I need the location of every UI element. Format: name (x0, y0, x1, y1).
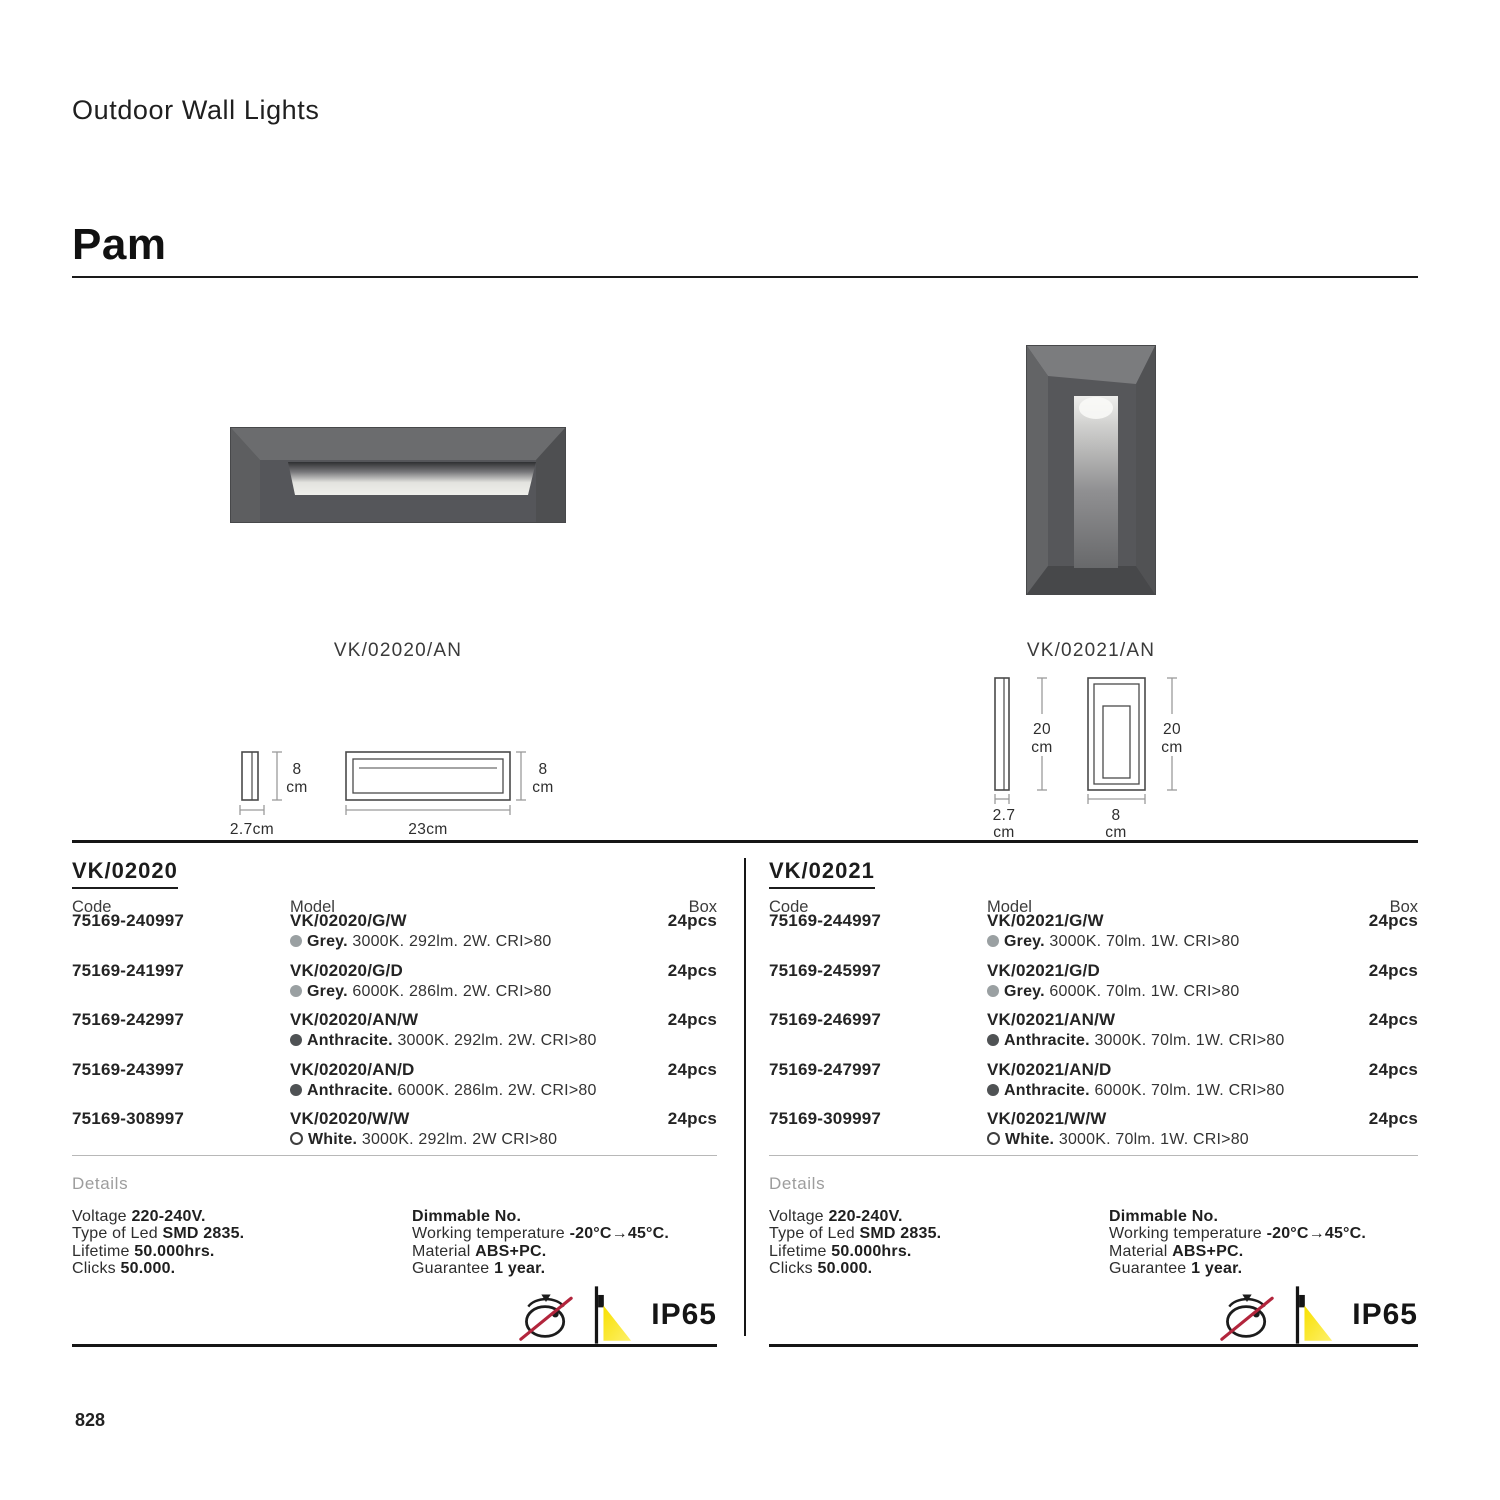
spec-text: 3000K. 292lm. 2W CRI>80 (361, 1131, 558, 1148)
spec-text: 6000K. 70lm. 1W. CRI>80 (1094, 1082, 1285, 1099)
model-name: VK/02021/AN/W (987, 1010, 1116, 1029)
finish-name: Anthracite. (307, 1082, 393, 1099)
page-number: 828 (75, 1410, 106, 1430)
detail-line: Voltage 220-240V. (769, 1208, 903, 1225)
detail-line: Type of Led SMD 2835. (72, 1225, 245, 1243)
finish-color-dot (987, 935, 999, 947)
detail-line: Dimmable No. (1109, 1208, 1219, 1225)
finish-name: White. (308, 1131, 358, 1148)
finish-name: Anthracite. (1004, 1032, 1090, 1049)
finish-name: Grey. (1004, 933, 1045, 950)
finish-color-dot (290, 935, 302, 947)
model-name: VK/02020/AN/W (290, 1010, 419, 1029)
spec-text: 6000K. 70lm. 1W. CRI>80 (1049, 983, 1240, 1000)
detail-line: Working temperature -20°C→45°C. (412, 1225, 670, 1243)
certification-icons (517, 1286, 717, 1344)
details-label: Details (769, 1174, 826, 1193)
column-header-code: Code (769, 898, 809, 916)
dim-front-width-unit: cm (1105, 824, 1127, 840)
box-quantity: 24pcs (1368, 1109, 1418, 1128)
finish-color-dot (987, 985, 999, 997)
model-name: VK/02021/G/W (987, 911, 1104, 930)
finish-color-dot (987, 1034, 999, 1046)
finish-name: Grey. (307, 983, 348, 1000)
dimension-diagram-vk02020 (225, 748, 595, 840)
details-column-left (769, 1208, 941, 1278)
box-quantity: 24pcs (1368, 1010, 1418, 1029)
dim-profile-width-unit: cm (993, 824, 1015, 840)
finish-name: Grey. (1004, 983, 1045, 1000)
title-divider (72, 276, 1418, 278)
certification-icons (1218, 1286, 1418, 1344)
dim-profile-height-unit: cm (1031, 739, 1053, 756)
panel-bottom-rule (769, 1344, 1418, 1347)
detail-line: Lifetime 50.000hrs. (769, 1242, 912, 1260)
dim-front-width: 23cm (408, 821, 448, 838)
dim-profile-width-value: 2.7 (992, 807, 1016, 824)
column-header-model: Model (987, 898, 1032, 916)
ip-rating: IP65 (651, 1298, 717, 1331)
dim-profile-height-value: 8 (292, 761, 302, 778)
dim-front-height-unit: cm (532, 779, 554, 796)
finish-name: White. (1005, 1131, 1055, 1148)
finish-color-dot (290, 1034, 302, 1046)
page-title: Pam (72, 220, 167, 269)
model-name: VK/02020/G/D (290, 961, 403, 980)
dim-front-height-value: 20 (1162, 721, 1182, 738)
spec-text: 6000K. 286lm. 2W. CRI>80 (352, 983, 552, 1000)
dim-profile-height-value: 20 (1032, 721, 1052, 738)
spec-text: 3000K. 292lm. 2W. CRI>80 (397, 1032, 597, 1049)
dim-front-width-value: 8 (1111, 807, 1121, 824)
column-header-box: Box (1389, 898, 1418, 916)
detail-line: Material ABS+PC. (412, 1242, 547, 1260)
box-quantity: 24pcs (1368, 961, 1418, 980)
box-quantity: 24pcs (667, 911, 717, 930)
details-column-right (1109, 1208, 1366, 1278)
panel-bottom-rule (72, 1344, 717, 1347)
product-code: 75169-242997 (72, 1010, 185, 1029)
details-divider (769, 1155, 1418, 1156)
finish-name: Anthracite. (307, 1032, 393, 1049)
spec-text: 3000K. 70lm. 1W. CRI>80 (1049, 933, 1240, 950)
product-image-caption: VK/02021/AN (1026, 640, 1156, 661)
finish-color-dot (290, 985, 302, 997)
box-quantity: 24pcs (667, 1060, 717, 1079)
detail-line: Guarantee 1 year. (1109, 1260, 1243, 1278)
details-label: Details (72, 1174, 129, 1193)
product-panel-vk02021 (769, 856, 1418, 1352)
product-panel-vk02020 (72, 856, 717, 1352)
product-code: 75169-240997 (72, 911, 185, 930)
spec-text: 3000K. 70lm. 1W. CRI>80 (1094, 1032, 1285, 1049)
details-column-right (412, 1208, 669, 1278)
product-code: 75169-244997 (769, 911, 882, 930)
finish-name: Grey. (307, 933, 348, 950)
category-title: Outdoor Wall Lights (72, 95, 320, 125)
product-image-caption: VK/02020/AN (333, 640, 463, 661)
product-code: 75169-247997 (769, 1060, 882, 1079)
series-code: VK/02021 (769, 858, 875, 889)
wall-light-beam-icon (1293, 1286, 1335, 1344)
column-header-code: Code (72, 898, 112, 916)
model-name: VK/02020/G/W (290, 911, 407, 930)
wall-light-beam-icon (592, 1286, 634, 1344)
spec-text: 3000K. 70lm. 1W. CRI>80 (1058, 1131, 1249, 1148)
product-code: 75169-309997 (769, 1109, 882, 1128)
series-code: VK/02020 (72, 858, 178, 889)
detail-line: Type of Led SMD 2835. (769, 1225, 942, 1243)
dim-profile-height-unit: cm (286, 779, 308, 796)
model-name: VK/02021/G/D (987, 961, 1100, 980)
dim-front-height-unit: cm (1161, 739, 1183, 756)
detail-line: Guarantee 1 year. (412, 1260, 546, 1278)
box-quantity: 24pcs (667, 961, 717, 980)
dimension-diagram-vk02021 (980, 672, 1215, 840)
details-divider (72, 1155, 717, 1156)
column-divider (744, 858, 746, 1336)
box-quantity: 24pcs (667, 1109, 717, 1128)
detail-line: Clicks 50.000. (72, 1260, 176, 1278)
model-name: VK/02020/AN/D (290, 1060, 415, 1079)
product-photo-vertical-wall-light (1026, 344, 1156, 596)
detail-line: Material ABS+PC. (1109, 1242, 1244, 1260)
spec-text: 6000K. 286lm. 2W. CRI>80 (397, 1082, 597, 1099)
model-name: VK/02021/AN/D (987, 1060, 1112, 1079)
detail-line: Dimmable No. (412, 1208, 522, 1225)
finish-color-dot (987, 1132, 1000, 1145)
product-code: 75169-246997 (769, 1010, 882, 1029)
product-code: 75169-245997 (769, 961, 882, 980)
product-code: 75169-241997 (72, 961, 185, 980)
box-quantity: 24pcs (667, 1010, 717, 1029)
dim-profile-width: 2.7cm (229, 821, 275, 838)
detail-line: Lifetime 50.000hrs. (72, 1242, 215, 1260)
details-column-left (72, 1208, 244, 1278)
box-quantity: 24pcs (1368, 1060, 1418, 1079)
not-dimmable-icon (1218, 1288, 1276, 1342)
ip-rating: IP65 (1352, 1298, 1418, 1331)
finish-color-dot (987, 1084, 999, 1096)
model-name: VK/02020/W/W (290, 1109, 410, 1128)
model-name: VK/02021/W/W (987, 1109, 1107, 1128)
finish-color-dot (290, 1084, 302, 1096)
box-quantity: 24pcs (1368, 911, 1418, 930)
finish-name: Anthracite. (1004, 1082, 1090, 1099)
detail-line: Clicks 50.000. (769, 1260, 873, 1278)
product-code: 75169-243997 (72, 1060, 185, 1079)
not-dimmable-icon (517, 1288, 575, 1342)
detail-line: Working temperature -20°C→45°C. (1109, 1225, 1367, 1243)
product-photo-horizontal-wall-light (230, 426, 566, 524)
column-header-box: Box (688, 898, 717, 916)
product-code: 75169-308997 (72, 1109, 185, 1128)
column-header-model: Model (290, 898, 335, 916)
section-divider (72, 840, 1418, 843)
dim-front-height-value: 8 (538, 761, 548, 778)
detail-line: Voltage 220-240V. (72, 1208, 206, 1225)
spec-text: 3000K. 292lm. 2W. CRI>80 (352, 933, 552, 950)
finish-color-dot (290, 1132, 303, 1145)
